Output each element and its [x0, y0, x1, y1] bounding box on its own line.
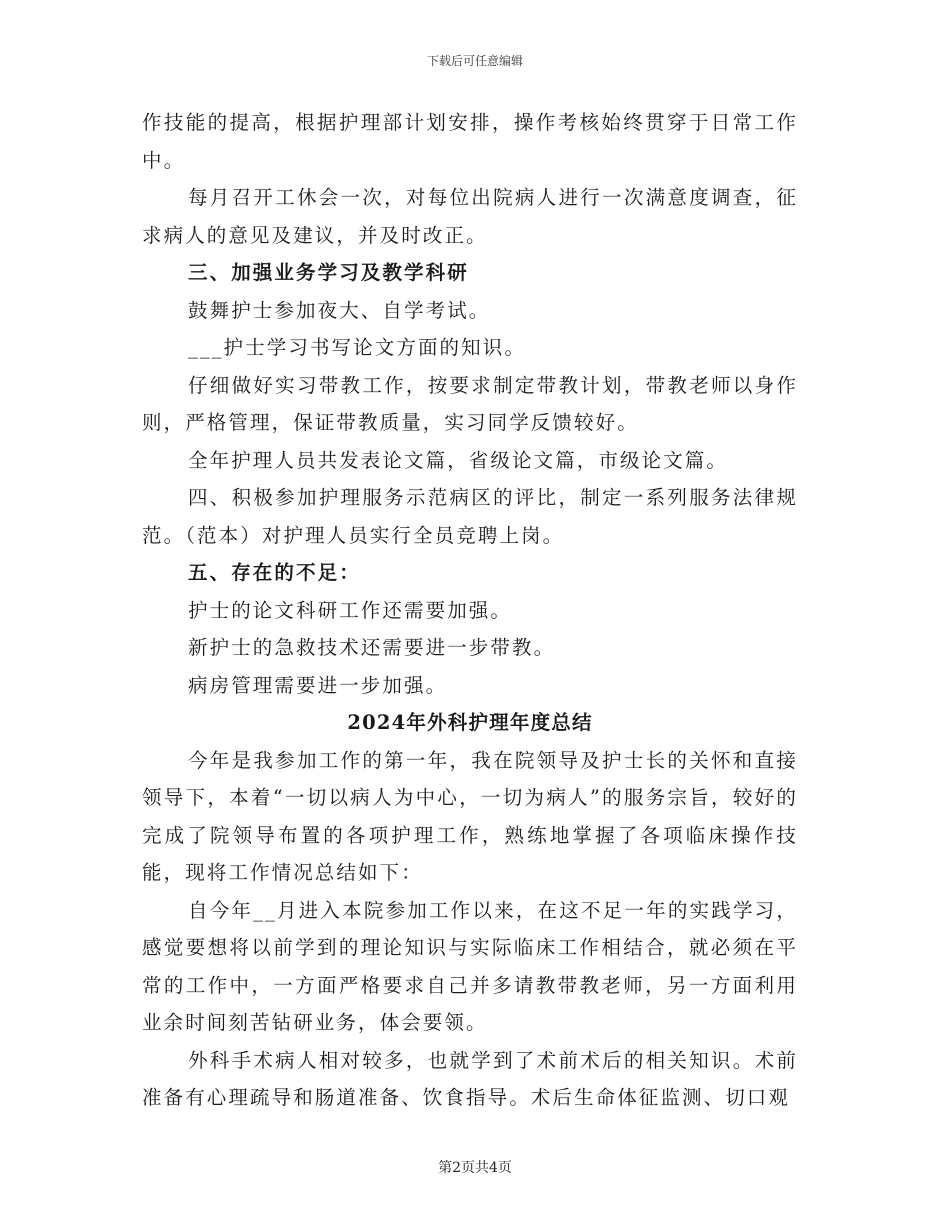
paragraph: 今年是我参加工作的第一年，我在院领导及护士长的关怀和直接领导下，本着“一切以病人为中心，一切为病人”的服务宗旨，较好的完成了院领导布置的各项护理工作，熟练地掌握了各项临床操作技能，现将工作情况总结如下： — [142, 748, 798, 884]
paragraph: 四、积极参加护理服务示范病区的评比，制定一系列服务法律规范。（范本）对护理人员实行全员竞聘上岗。 — [142, 486, 798, 547]
paragraph: 全年护理人员共发表论文篇，省级论文篇，市级论文篇。 — [188, 448, 729, 472]
page-header: 下载后可任意编辑 — [426, 54, 523, 68]
page-footer: 第2页共4页 — [438, 1160, 512, 1176]
section-heading: 五、存在的不足： — [188, 561, 361, 584]
paragraph: 护士的论文科研工作还需要加强。 — [188, 598, 513, 622]
paragraph: 仔细做好实习带教工作，按要求制定带教计划，带教老师以身作则，严格管理，保证带教质量，实习同学反馈较好。 — [142, 373, 798, 434]
paragraph: 自今年__月进入本院参加工作以来，在这不足一年的实践学习，感觉要想将以前学到的理论知识与实际临床工作相结合，就必须在平常的工作中，一方面严格要求自己并多请教带教老师，另一方面利用业余时间刻苦钻研业务，体会要领。 — [142, 898, 798, 1034]
paragraph: 每月召开工休会一次，对每位出院病人进行一次满意度调查，征求病人的意见及建议，并及时改正。 — [142, 186, 798, 247]
paragraph: 病房管理需要进一步加强。 — [188, 673, 448, 697]
paragraph: 外科手术病人相对较多，也就学到了术前术后的相关知识。术前准备有心理疏导和肠道准备、饮食指导。术后生命体征监测、切口观 — [142, 1048, 798, 1109]
section-heading: 三、加强业务学习及教学科研 — [188, 261, 469, 284]
document-title: 2024年外科护理年度总结 — [347, 711, 593, 734]
paragraph: 鼓舞护士参加夜大、自学考试。 — [188, 298, 491, 322]
paragraph: 新护士的急救技术还需要进一步带教。 — [188, 636, 556, 659]
paragraph: ___护士学习书写论文方面的知识。 — [188, 336, 526, 359]
document-body — [142, 104, 798, 1117]
paragraph: 作技能的提高，根据护理部计划安排，操作考核始终贯穿于日常工作中。 — [142, 111, 798, 172]
